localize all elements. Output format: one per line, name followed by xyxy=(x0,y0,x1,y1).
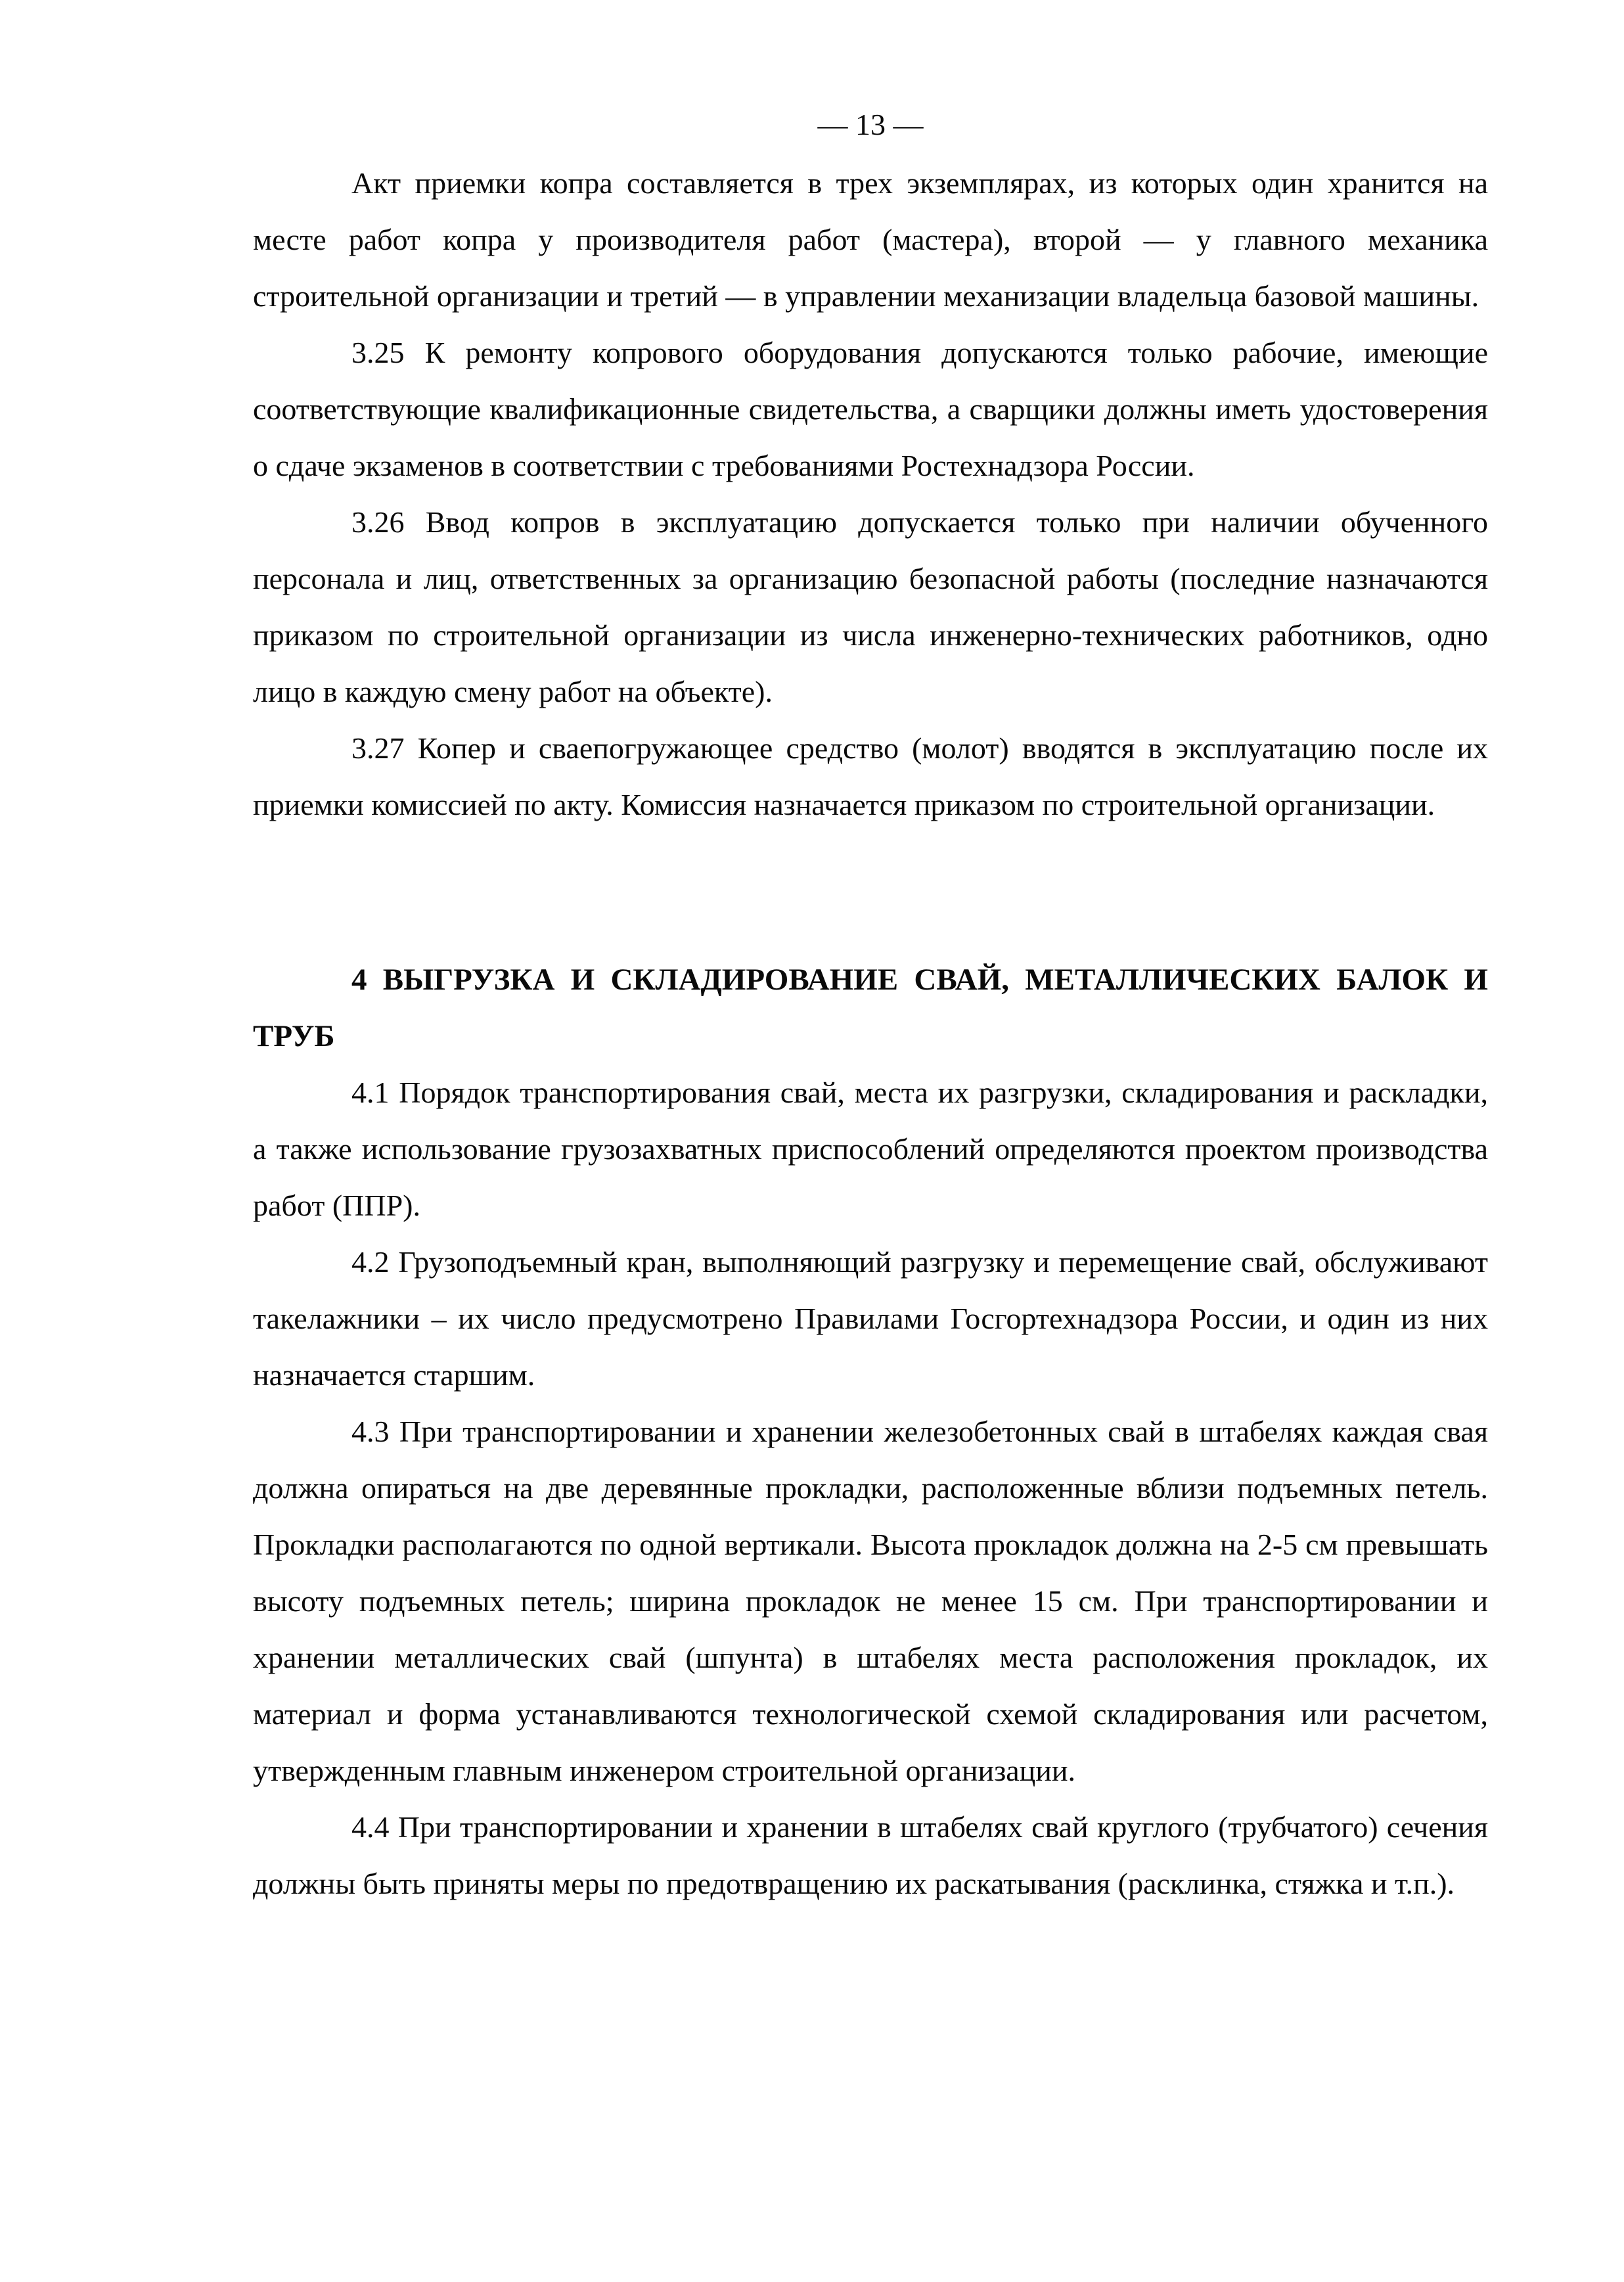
paragraph-4-3: 4.3 При транспортировании и хранении железобетонных свай в штабелях каждая свая должна опираться на две деревянные прокладки, расположенные вблизи подъемных петель. Прокладки располагаются по одной вертикали. Высота прокладок должна на 2-5 см превышать высоту подъемных петель; ширина прокладок не менее 15 см. При транспортировании и хранении металлических свай (шпунта) в штабелях места расположения прокладок, их материал и форма устанавливаются технологической схемой складирования или расчетом, утвержденным главным инженером строительной организации. xyxy=(253,1415,1488,1787)
paragraph-3-25: 3.25 К ремонту копрового оборудования допускаются только рабочие, имеющие соответствующие квалификационные свидетельства, а сварщики должны иметь удостоверения о сдаче экзаменов в соответствии с требованиями Ростехнадзора России. xyxy=(253,336,1488,482)
section-heading-4: 4 ВЫГРУЗКА И СКЛАДИРОВАНИЕ СВАЙ, МЕТАЛЛИЧЕСКИХ БАЛОК И ТРУБ xyxy=(253,963,1488,1053)
paragraph-3-27: 3.27 Копер и сваепогружающее средство (молот) вводятся в эксплуатацию после их приемки комиссией по акту. Комиссия назначается приказом по строительной организации. xyxy=(253,731,1488,821)
paragraph-4-4: 4.4 При транспортировании и хранении в штабелях свай круглого (трубчатого) сечения должны быть приняты меры по предотвращению их раскатывания (расклинка, стяжка и т.п.). xyxy=(253,1810,1488,1900)
paragraph-4-2: 4.2 Грузоподъемный кран, выполняющий разгрузку и перемещение свай, обслуживают такелажники – их число предусмотрено Правилами Госгортехнадзора России, и один из них назначается старшим. xyxy=(253,1245,1488,1392)
paragraph-3-26: 3.26 Ввод копров в эксплуатацию допускается только при наличии обученного персонала и лиц, ответственных за организацию безопасной работы (последние назначаются приказом по строительной организации из числа инженерно-технических работников, одно лицо в каждую смену работ на объекте). xyxy=(253,505,1488,708)
paragraph-4-1: 4.1 Порядок транспортирования свай, места их разгрузки, складирования и раскладки, а также использование грузозахватных приспособлений определяются проектом производства работ (ППР). xyxy=(253,1076,1488,1222)
page-number: — 13 — xyxy=(817,108,924,141)
paragraph-act-acceptance: Акт приемки копра составляется в трех экземплярах, из которых один хранится на месте работ копра у производителя работ (мастера), второй — у главного механика строительной организации и третий — в управлении механизации владельца базовой машины. xyxy=(253,166,1488,313)
page-content xyxy=(253,105,1488,1912)
